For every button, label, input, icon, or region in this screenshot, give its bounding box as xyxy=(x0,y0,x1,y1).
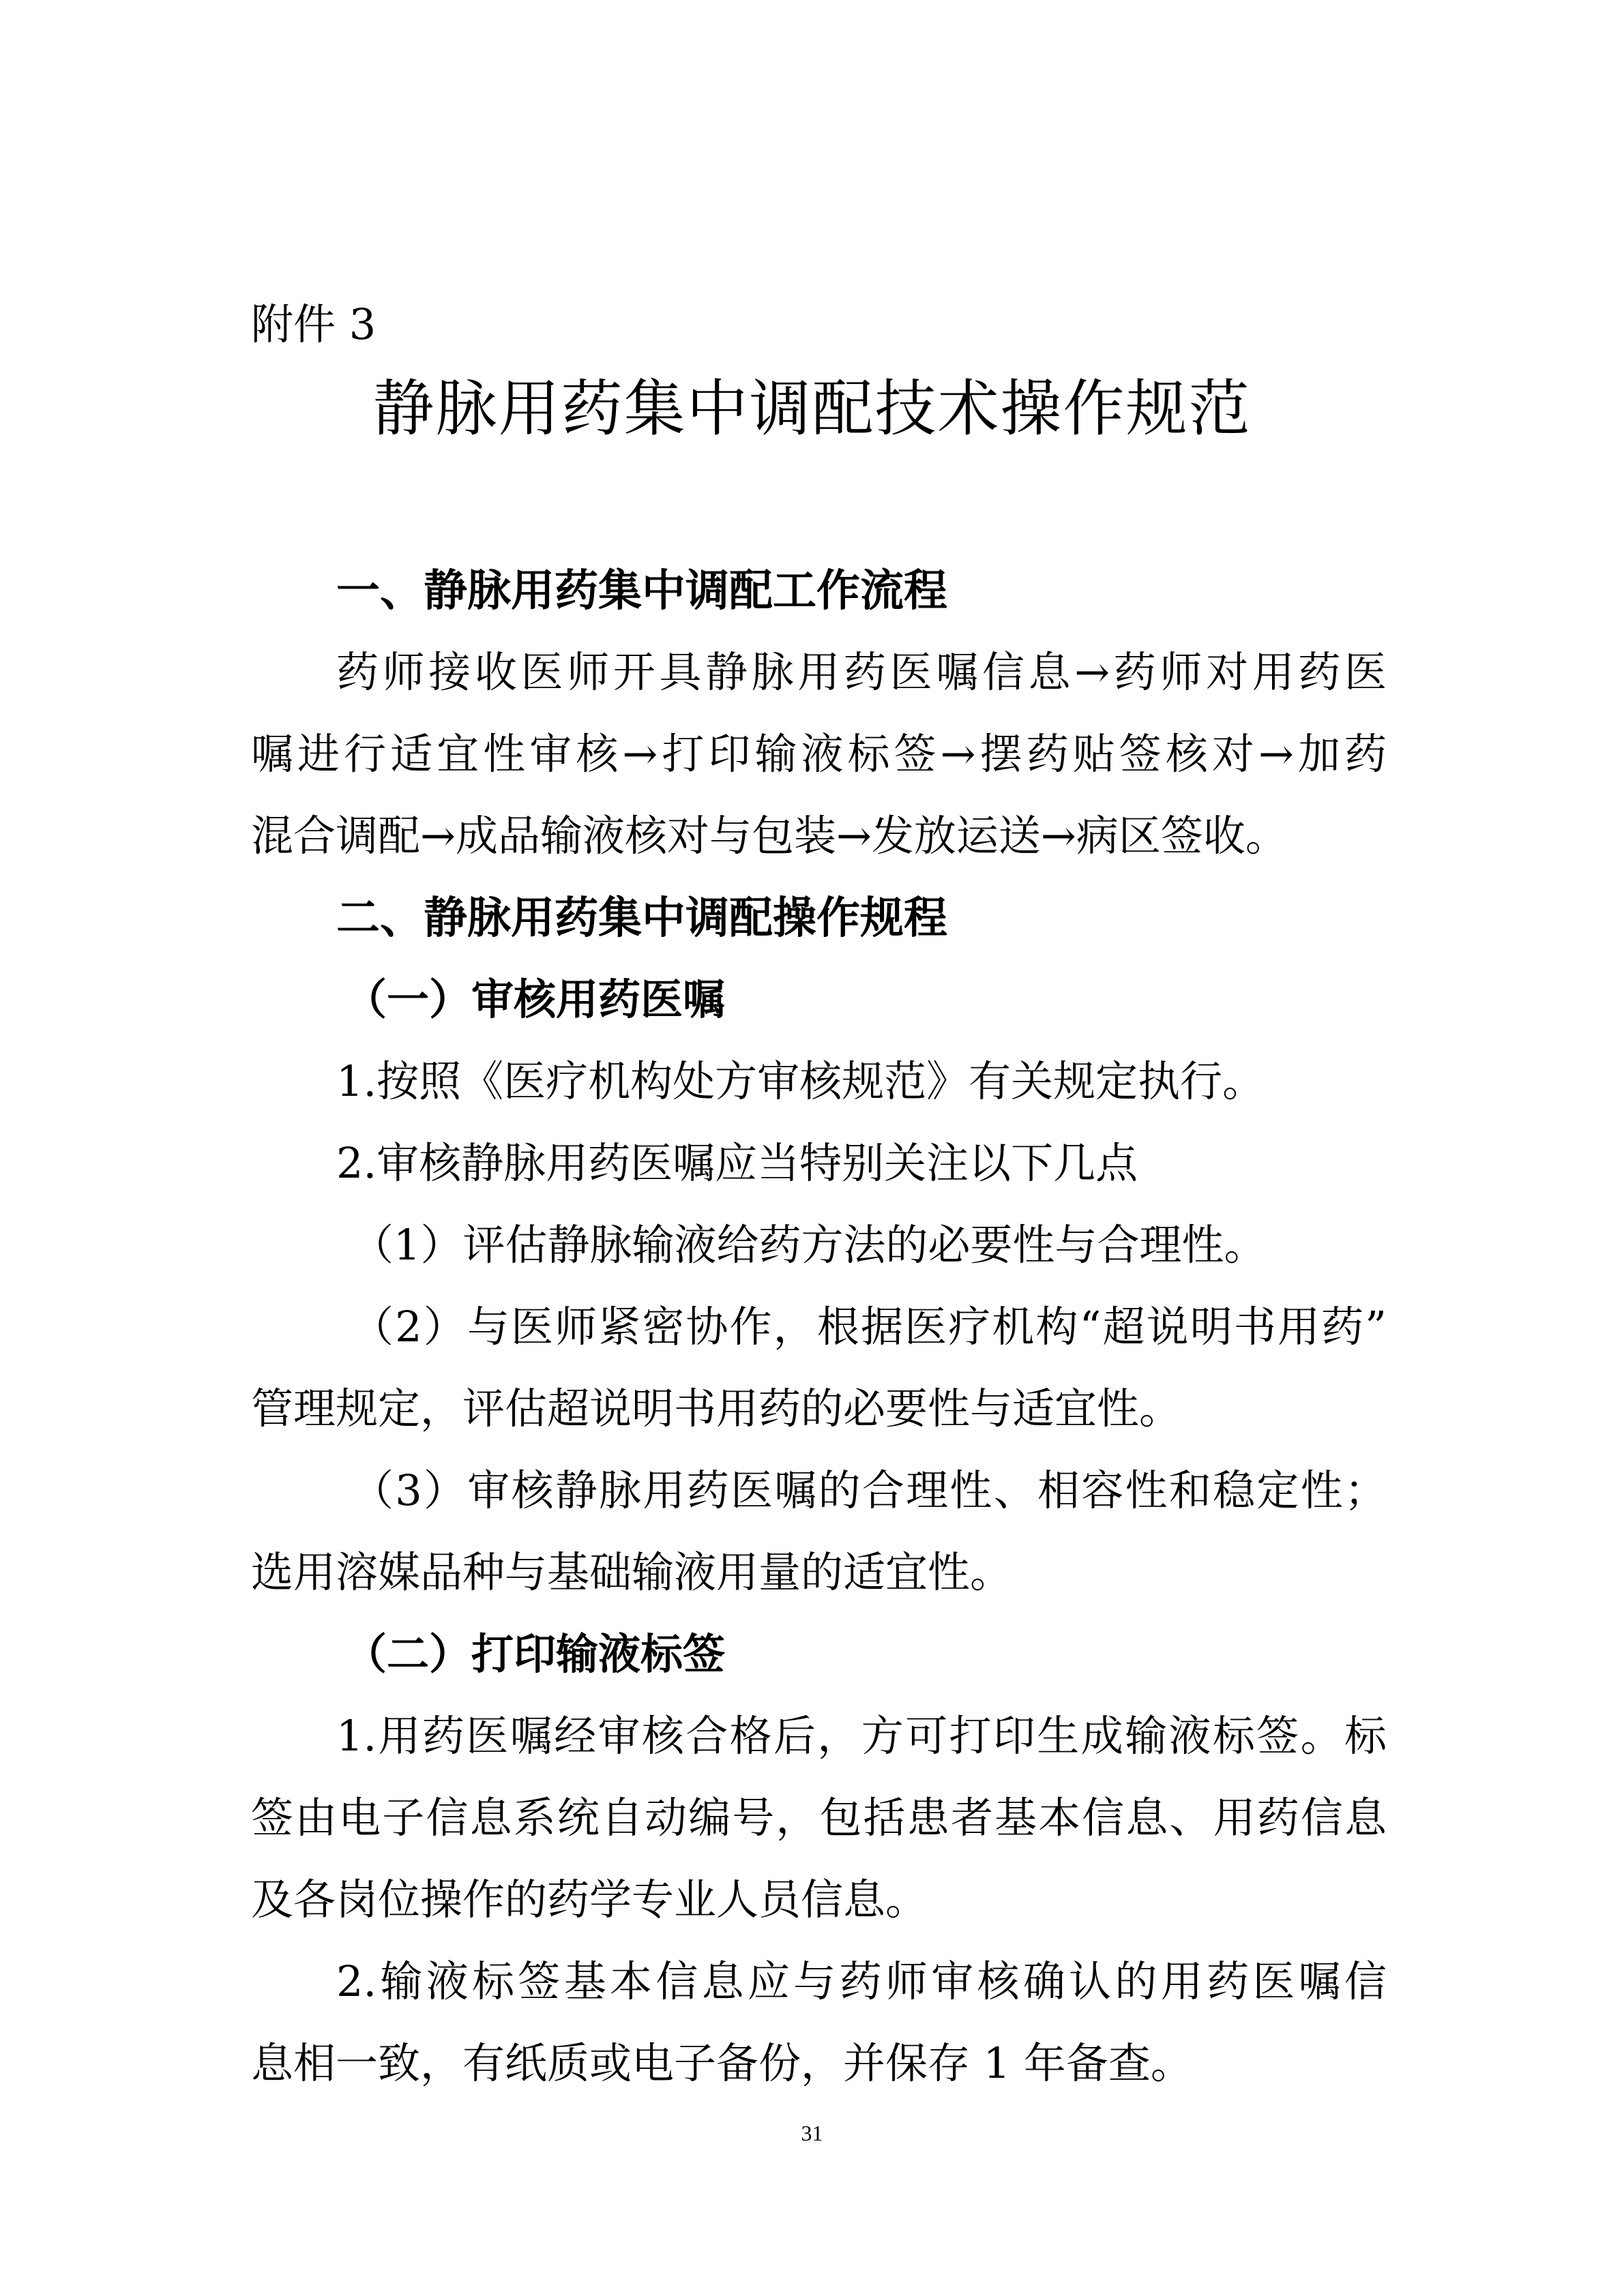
sub1-point2-line1: （2）与医师紧密协作，根据医疗机构“超说明书用药” xyxy=(351,1302,1387,1352)
attachment-label: 附件 3 xyxy=(251,299,377,349)
section1-line-2: 嘱进行适宜性审核→打印输液标签→摆药贴签核对→加药 xyxy=(251,729,1387,779)
subsection1-heading: （一）审核用药医嘱 xyxy=(344,974,726,1024)
subsection2-heading: （二）打印输液标签 xyxy=(344,1629,726,1679)
sub1-item1: 1.按照《医疗机构处方审核规范》有关规定执行。 xyxy=(336,1056,1265,1106)
section1-line-1: 药师接收医师开具静脉用药医嘱信息→药师对用药医 xyxy=(336,647,1387,697)
sub1-point3-line1: （3）审核静脉用药医嘱的合理性、相容性和稳定性； xyxy=(351,1465,1387,1515)
sub2-item1-line1: 1.用药医嘱经审核合格后，方可打印生成输液标签。标 xyxy=(336,1711,1387,1761)
section1-line-3: 混合调配→成品输液核对与包装→发放运送→病区签收。 xyxy=(251,811,1288,861)
sub1-point3-line2: 选用溶媒品种与基础输液用量的适宜性。 xyxy=(251,1547,1013,1597)
page-number: 31 xyxy=(801,2121,823,2145)
sub1-point1: （1）评估静脉输液给药方法的必要性与合理性。 xyxy=(351,1220,1267,1270)
sub2-item2-line2: 息相一致，有纸质或电子备份，并保存 1 年备查。 xyxy=(251,2038,1193,2088)
section2-heading: 二、静脉用药集中调配操作规程 xyxy=(336,893,947,944)
sub1-point2-line2: 管理规定，评估超说明书用药的必要性与适宜性。 xyxy=(251,1384,1182,1433)
sub2-item2-line1: 2.输液标签基本信息应与药师审核确认的用药医嘱信 xyxy=(336,1956,1387,2006)
section1-heading: 一、静脉用药集中调配工作流程 xyxy=(336,566,947,616)
document-title: 静脉用药集中调配技术操作规范 xyxy=(372,373,1252,445)
sub2-item1-line2: 签由电子信息系统自动编号，包括患者基本信息、用药信息 xyxy=(251,1793,1387,1843)
sub2-item1-line3: 及各岗位操作的药学专业人员信息。 xyxy=(251,1875,928,1924)
sub1-item2: 2.审核静脉用药医嘱应当特别关注以下几点 xyxy=(336,1138,1138,1188)
